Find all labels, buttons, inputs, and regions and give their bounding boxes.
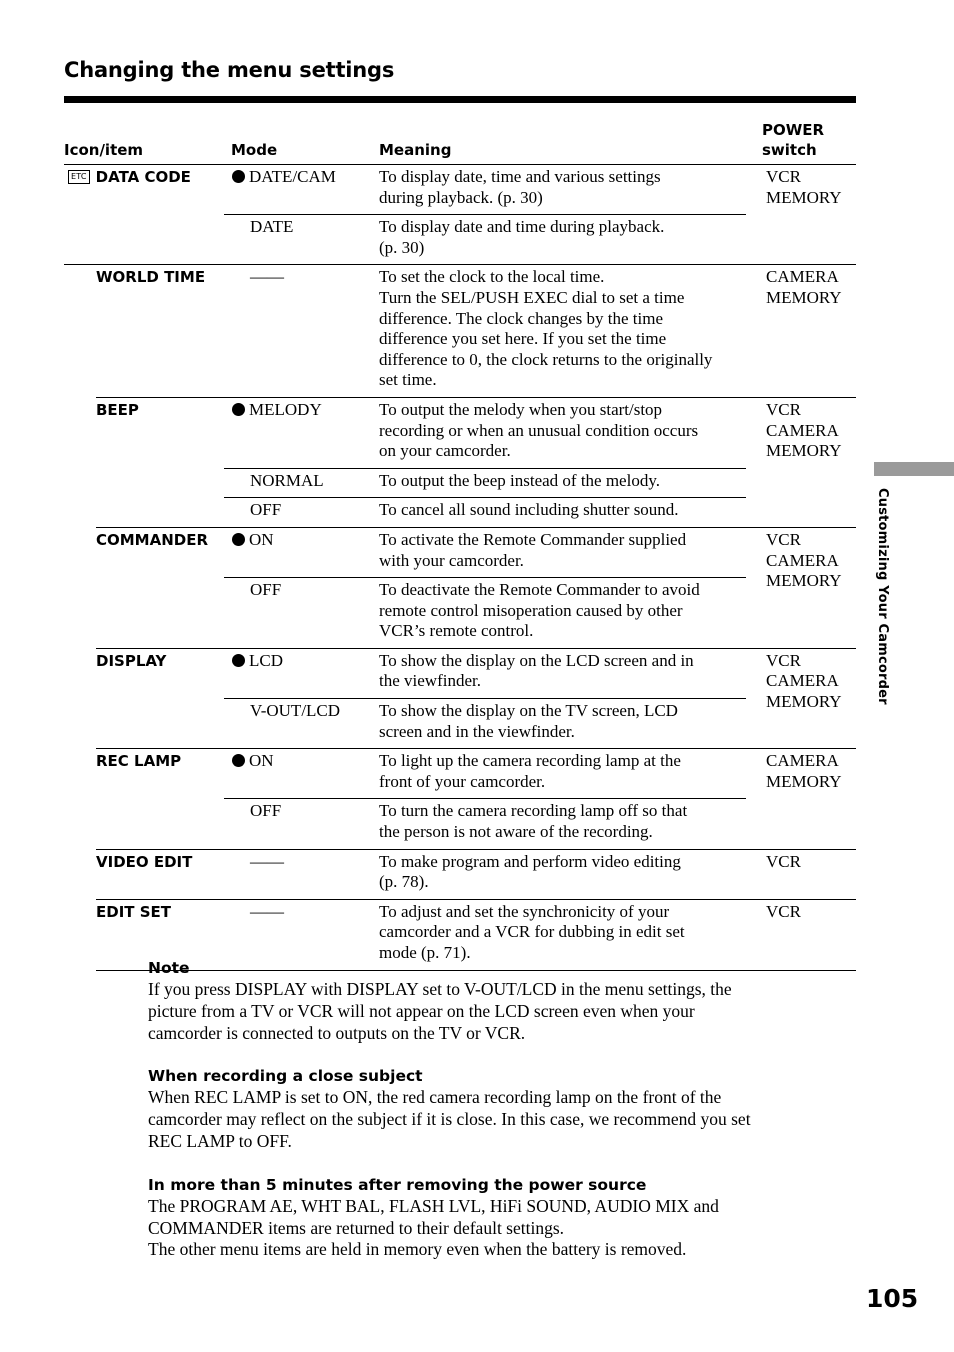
mode-cell	[224, 165, 379, 214]
item-label: REC LAMP	[96, 752, 182, 771]
meaning-cell	[379, 469, 746, 498]
note-line: camcorder may reflect on the subject if it is close. In this case, we recommend you set	[148, 1109, 751, 1130]
mode-cell	[224, 699, 379, 748]
meaning-line: (p. 30)	[379, 237, 425, 257]
power-switch-value: MEMORY	[766, 771, 842, 791]
power-switch-value: VCR	[766, 650, 801, 670]
table-row	[224, 265, 746, 397]
meaning-cell	[379, 699, 746, 748]
mode-rows	[224, 749, 746, 848]
meaning-line: (p. 78).	[379, 872, 429, 892]
mode-value: NORMAL	[250, 470, 324, 490]
power-switch-cell	[746, 398, 856, 527]
power-switch-value: CAMERA	[766, 420, 839, 440]
meaning-line: front of your camcorder.	[379, 771, 546, 791]
meaning-line: mode (p. 71).	[379, 943, 471, 962]
note-line: The other menu items are held in memory even when the battery is removed.	[148, 1239, 687, 1260]
power-switch-value: MEMORY	[766, 692, 842, 712]
table-header	[64, 114, 856, 165]
header-mode: Mode	[231, 141, 278, 159]
mode-value: OFF	[250, 801, 282, 821]
table-row	[224, 850, 746, 899]
mode-value: ON	[249, 529, 274, 549]
meaning-line: during playback. (p. 30)	[379, 187, 543, 207]
meaning-line: To output the beep instead of the melody.	[379, 470, 660, 490]
mode-value: ON	[249, 751, 274, 771]
table-row	[224, 468, 746, 498]
meaning-line: with your camcorder.	[379, 550, 524, 570]
table-row	[224, 798, 746, 848]
table-row-group	[96, 398, 856, 528]
mode-value: LCD	[249, 650, 283, 670]
mode-value: V-OUT/LCD	[250, 701, 341, 721]
note-heading: In more than 5 minutes after removing the power source	[148, 1175, 647, 1194]
note-line: The PROGRAM AE, WHT BAL, FLASH LVL, HiFi SOUND, AUDIO MIX and	[148, 1195, 719, 1216]
mode-value: DATE	[250, 217, 294, 237]
default-bullet-icon	[232, 654, 245, 667]
table-row-group	[96, 649, 856, 749]
note-body	[148, 1087, 848, 1152]
item-cell	[96, 649, 224, 748]
table-row	[224, 749, 746, 798]
meaning-line: To deactivate the Remote Commander to avoid	[379, 580, 700, 600]
note-line: REC LAMP to OFF.	[148, 1130, 292, 1151]
mode-value: ——	[250, 851, 284, 871]
power-switch-value: CAMERA	[766, 751, 839, 771]
power-switch-cell	[746, 649, 856, 748]
power-switch-value: MEMORY	[766, 187, 842, 207]
mode-value: DATE/CAM	[249, 167, 336, 186]
note-body	[148, 1196, 848, 1261]
mode-cell	[224, 469, 379, 498]
meaning-cell	[379, 265, 746, 397]
note-line: If you press DISPLAY with DISPLAY set to V-OUT/LCD in the menu settings, the	[148, 979, 732, 999]
meaning-cell	[379, 799, 746, 848]
power-switch-cell	[746, 749, 856, 848]
power-switch-cell	[746, 850, 856, 899]
meaning-line: To cancel all sound including shutter sound.	[379, 500, 679, 520]
meaning-line: VCR’s remote control.	[379, 621, 534, 641]
mode-value: MELODY	[249, 399, 322, 419]
item-label: WORLD TIME	[96, 268, 206, 287]
meaning-line: To light up the camera recording lamp at the	[379, 751, 681, 771]
meaning-line: difference you set here. If you set the time	[379, 329, 667, 349]
table-row	[224, 398, 746, 468]
meaning-line: on your camcorder.	[379, 441, 511, 461]
meaning-cell	[379, 215, 746, 264]
meaning-line: remote control misoperation caused by other	[379, 600, 683, 620]
meaning-line: the person is not aware of the recording.	[379, 822, 653, 842]
meaning-cell	[379, 165, 746, 214]
meaning-cell	[379, 498, 746, 527]
item-label: DATA CODE	[95, 168, 191, 186]
header-icon-item: Icon/item	[64, 141, 144, 159]
power-switch-value: VCR	[766, 901, 801, 921]
table-row	[224, 528, 746, 577]
power-switch-value: VCR	[766, 399, 801, 419]
side-tab	[874, 462, 954, 476]
mode-rows	[224, 649, 746, 748]
title-rule	[64, 96, 856, 103]
table-row-group	[64, 165, 856, 265]
meaning-line: To make program and perform video editing	[379, 851, 681, 871]
power-switch-cell	[746, 528, 856, 648]
etc-icon: ETC	[68, 170, 90, 184]
mode-rows	[224, 265, 746, 397]
meaning-cell	[379, 749, 746, 798]
item-label: BEEP	[96, 400, 139, 419]
meaning-line: To adjust and set the synchronicity of your	[379, 901, 670, 921]
mode-cell	[224, 799, 379, 848]
table-body	[64, 165, 856, 971]
meaning-line: To turn the camera recording lamp off so that	[379, 801, 688, 821]
meaning-line: Turn the SEL/PUSH EXEC dial to set a time	[379, 287, 685, 307]
table-row	[224, 497, 746, 527]
mode-value: OFF	[250, 580, 282, 600]
page-number: 105	[866, 1284, 919, 1313]
mode-value: ——	[250, 901, 284, 921]
mode-rows	[224, 398, 746, 527]
meaning-cell	[379, 398, 746, 468]
meaning-line: To output the melody when you start/stop	[379, 399, 663, 419]
default-bullet-icon	[232, 403, 245, 416]
meaning-line: To display date, time and various settings	[379, 167, 661, 186]
mode-rows	[224, 528, 746, 648]
mode-cell	[224, 528, 379, 577]
mode-cell	[224, 215, 379, 264]
power-switch-value: MEMORY	[766, 287, 842, 307]
table-row-group	[96, 850, 856, 900]
default-bullet-icon	[232, 170, 245, 183]
menu-settings-table	[64, 114, 856, 971]
notes-section	[148, 958, 848, 1283]
side-label: Customizing Your Camcorder	[875, 488, 890, 705]
meaning-line: To show the display on the TV screen, LCD	[379, 701, 678, 721]
note-body	[148, 979, 848, 1044]
power-switch-value: CAMERA	[766, 267, 839, 287]
mode-cell	[224, 749, 379, 798]
item-cell	[96, 398, 224, 527]
table-row	[224, 577, 746, 648]
meaning-cell	[379, 649, 746, 698]
item-label: COMMANDER	[96, 530, 209, 549]
meaning-cell	[379, 528, 746, 577]
default-bullet-icon	[232, 754, 245, 767]
note-line: picture from a TV or VCR will not appear on the LCD screen even when your	[148, 1000, 695, 1021]
table-row	[224, 165, 746, 214]
default-bullet-icon	[232, 533, 245, 546]
table-row-group	[96, 528, 856, 649]
mode-cell	[224, 850, 379, 899]
item-label: DISPLAY	[96, 651, 167, 670]
meaning-line: set time.	[379, 370, 437, 390]
mode-value: OFF	[250, 500, 282, 520]
power-switch-cell	[746, 165, 856, 264]
header-power-line2: switch	[762, 141, 817, 159]
mode-cell	[224, 398, 379, 468]
table-row	[224, 698, 746, 748]
power-switch-value: MEMORY	[766, 571, 842, 591]
meaning-cell	[379, 850, 746, 899]
mode-cell	[224, 578, 379, 648]
table-row	[224, 649, 746, 698]
power-switch-value: VCR	[766, 851, 801, 871]
section-title: Changing the menu settings	[64, 58, 395, 82]
mode-rows	[224, 850, 746, 899]
item-label: VIDEO EDIT	[96, 852, 193, 871]
header-power-line1: POWER	[762, 121, 825, 139]
meaning-line: difference. The clock changes by the time	[379, 308, 664, 328]
power-switch-value: VCR	[766, 167, 801, 186]
item-cell	[64, 165, 224, 264]
note-line: COMMANDER items are returned to their default settings.	[148, 1217, 565, 1238]
table-row	[224, 214, 746, 264]
power-switch-value: CAMERA	[766, 550, 839, 570]
note-line: When REC LAMP is set to ON, the red camera recording lamp on the front of the	[148, 1087, 722, 1108]
meaning-line: To show the display on the LCD screen and in	[379, 650, 694, 670]
meaning-line: To activate the Remote Commander supplied	[379, 529, 687, 549]
mode-cell	[224, 498, 379, 527]
meaning-line: To set the clock to the local time.	[379, 267, 605, 287]
item-cell	[96, 749, 224, 848]
item-label: EDIT SET	[96, 902, 172, 921]
mode-rows	[224, 165, 746, 264]
header-meaning: Meaning	[379, 141, 452, 159]
mode-cell	[224, 649, 379, 698]
meaning-line: To display date and time during playback.	[379, 217, 665, 237]
table-row-group	[96, 265, 856, 398]
item-cell	[96, 850, 224, 899]
meaning-line: screen and in the viewfinder.	[379, 721, 575, 741]
meaning-line: camcorder and a VCR for dubbing in edit set	[379, 922, 685, 942]
power-switch-value: MEMORY	[766, 441, 842, 461]
meaning-line: the viewfinder.	[379, 671, 481, 691]
mode-cell	[224, 265, 379, 397]
meaning-cell	[379, 578, 746, 648]
note-heading: Note	[148, 959, 190, 977]
mode-value: ——	[250, 267, 284, 287]
note-heading: When recording a close subject	[148, 1067, 423, 1086]
meaning-line: recording or when an unusual condition occurs	[379, 420, 699, 440]
note-line: camcorder is connected to outputs on the TV or VCR.	[148, 1022, 526, 1043]
meaning-line: difference to 0, the clock returns to the originally	[379, 349, 713, 369]
item-cell	[96, 265, 224, 397]
item-cell	[96, 528, 224, 648]
table-row-group	[96, 749, 856, 849]
header-power-switch	[762, 120, 852, 160]
power-switch-cell	[746, 265, 856, 397]
power-switch-value: VCR	[766, 529, 801, 549]
power-switch-value: CAMERA	[766, 671, 839, 691]
